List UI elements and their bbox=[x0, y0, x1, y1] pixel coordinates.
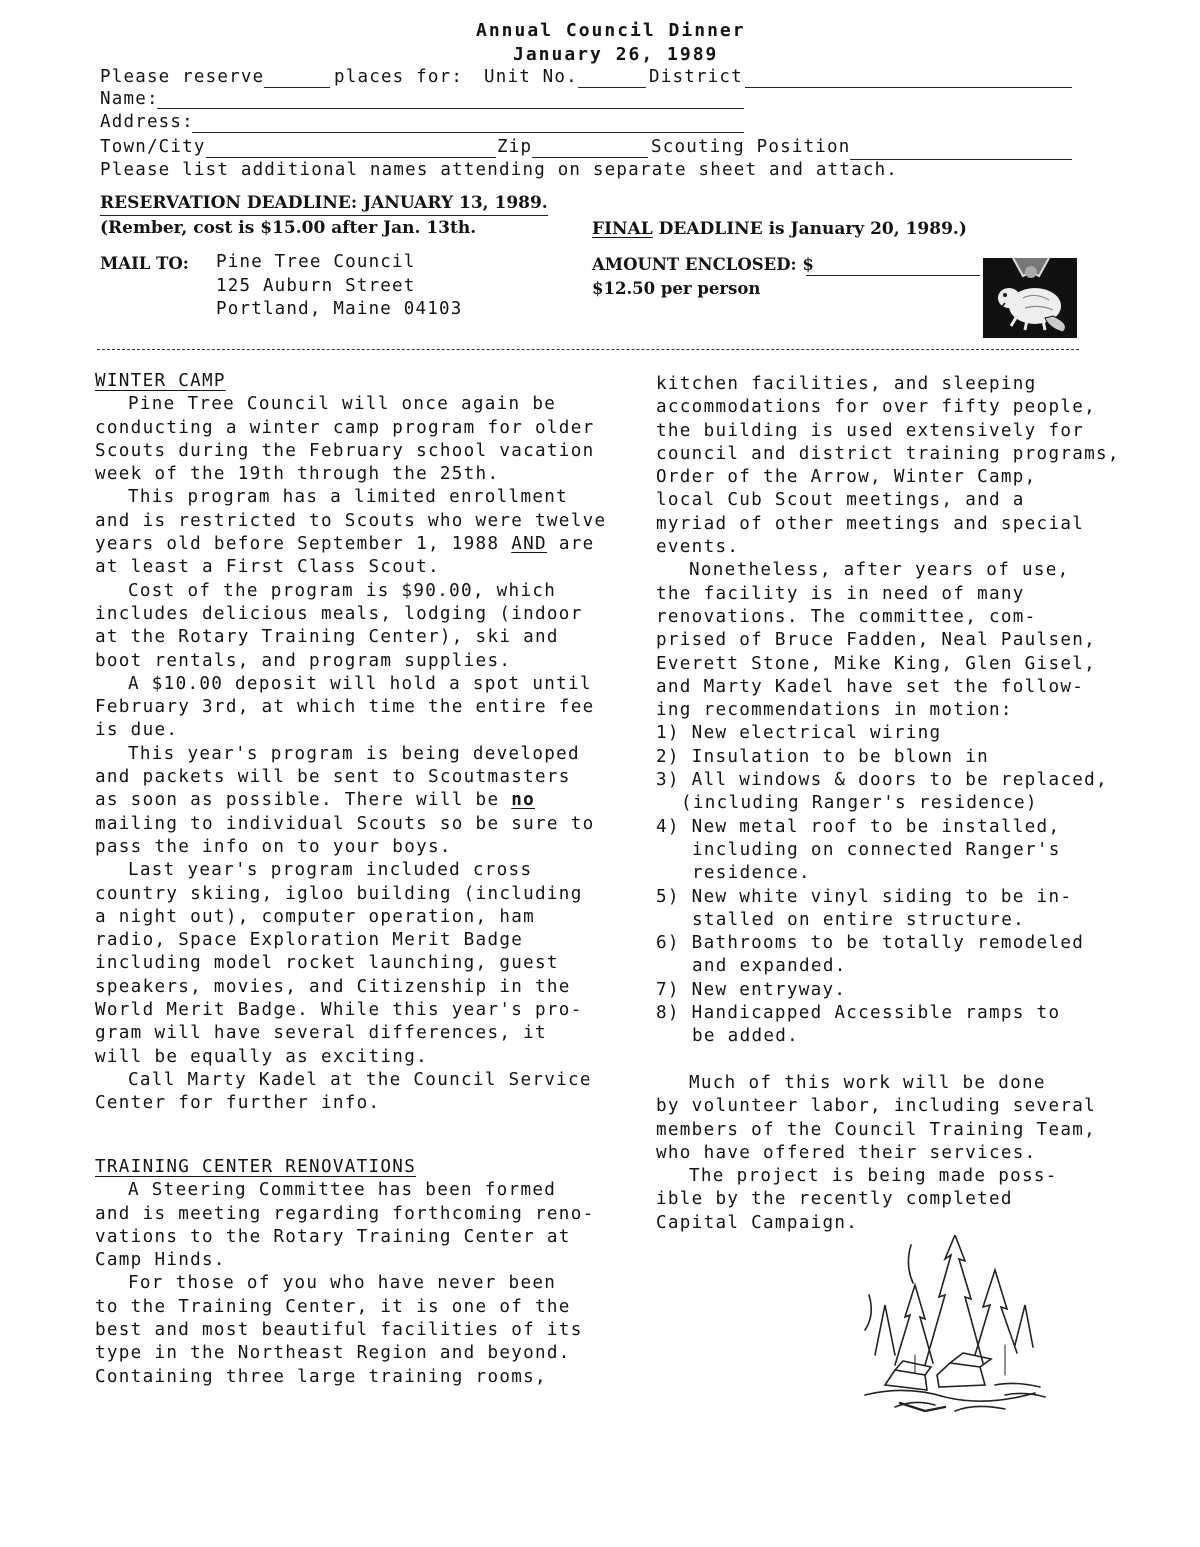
wc-line: a night out), computer operation, ham bbox=[95, 906, 536, 927]
list-item: 8) Handicapped Accessible ramps to bbox=[656, 1003, 1061, 1024]
tc-line: best and most beautiful facilities of its bbox=[95, 1320, 583, 1341]
rc-line: local Cub Scout meetings, and a bbox=[656, 490, 1025, 511]
wc-line: pass the info on to your boys. bbox=[95, 836, 452, 857]
closing-line: members of the Council Training Team, bbox=[656, 1119, 1097, 1140]
cut-line-divider bbox=[97, 349, 1079, 350]
rc-line: renovations. The committee, com- bbox=[656, 606, 1037, 627]
wc-line: boot rentals, and program supplies. bbox=[95, 650, 512, 671]
tc-line: A Steering Committee has been formed bbox=[128, 1180, 557, 1201]
wc-line: week of the 19th through the 25th. bbox=[95, 464, 500, 485]
wc-line: and is restricted to Scouts who were twelve bbox=[95, 510, 607, 531]
wc-line: including model rocket launching, guest bbox=[95, 953, 559, 974]
rc-line: council and district training programs, bbox=[656, 443, 1120, 464]
unit-label: Unit No. bbox=[484, 67, 578, 87]
rc-line: the building is used extensively for bbox=[656, 420, 1085, 441]
name-label: Name: bbox=[100, 89, 159, 109]
rc-line: myriad of other meetings and special bbox=[656, 513, 1085, 534]
rc-line: accommodations for over fifty people, bbox=[656, 397, 1097, 418]
wc-and-emphasis: AND bbox=[511, 534, 547, 555]
wc-line: at least a First Class Scout. bbox=[95, 557, 440, 578]
zip-field[interactable] bbox=[532, 156, 648, 158]
town-field[interactable] bbox=[206, 156, 496, 158]
wc-line: gram will have several differences, it bbox=[95, 1023, 547, 1044]
rc-line: the facility is in need of many bbox=[656, 583, 1025, 604]
places-field[interactable] bbox=[264, 86, 330, 88]
amount-label: AMOUNT ENCLOSED: $ bbox=[592, 255, 814, 274]
mail-line-3: Portland, Maine 04103 bbox=[216, 299, 463, 319]
tc-line: to the Training Center, it is one of the bbox=[95, 1296, 571, 1317]
dinner-date: January 26, 1989 bbox=[513, 44, 719, 65]
wc-line: A $10.00 deposit will hold a spot until bbox=[128, 673, 592, 694]
wc-line: Call Marty Kadel at the Council Service bbox=[128, 1069, 592, 1090]
wc-line: World Merit Badge. While this year's pro- bbox=[95, 1000, 583, 1021]
list-item-cont: including on connected Ranger's bbox=[692, 839, 1061, 860]
address-field[interactable] bbox=[192, 131, 744, 133]
right-column-text bbox=[656, 373, 1120, 1235]
wc-line: and packets will be sent to Scoutmasters bbox=[95, 767, 571, 788]
closing-line: The project is being made poss- bbox=[689, 1166, 1058, 1187]
tc-line: Camp Hinds. bbox=[95, 1250, 226, 1271]
town-label: Town/City bbox=[100, 137, 206, 157]
wc-line: Center for further info. bbox=[95, 1093, 381, 1114]
mail-to-label: MAIL TO: bbox=[100, 254, 189, 273]
wc-line: includes delicious meals, lodging (indoor bbox=[95, 603, 583, 624]
list-item: 7) New entryway. bbox=[656, 979, 847, 1000]
rc-line: events. bbox=[656, 537, 740, 558]
winter-camp-section bbox=[95, 370, 606, 1116]
final-deadline-text: DEADLINE is January 20, 1989.) bbox=[658, 219, 967, 239]
tc-line: Containing three large training rooms, bbox=[95, 1366, 547, 1387]
closing-line: ible by the recently completed bbox=[656, 1189, 1013, 1210]
final-deadline bbox=[592, 219, 967, 239]
winter-camp-heading: WINTER CAMP bbox=[95, 371, 226, 391]
zip-label: Zip bbox=[497, 137, 533, 157]
wc-line: speakers, movies, and Citizenship in the bbox=[95, 976, 571, 997]
per-person-price: $12.50 per person bbox=[592, 279, 761, 298]
list-item: 5) New white vinyl siding to be in- bbox=[656, 886, 1073, 907]
rc-line: prised of Bruce Fadden, Neal Paulsen, bbox=[656, 630, 1097, 651]
name-field[interactable] bbox=[157, 107, 744, 109]
wc-line: will be equally as exciting. bbox=[95, 1046, 428, 1067]
list-item-cont: be added. bbox=[692, 1026, 800, 1047]
wc-line: February 3rd, at which time the entire fee bbox=[95, 697, 595, 718]
district-label: District bbox=[649, 67, 743, 87]
tc-line: vations to the Rotary Training Center at bbox=[95, 1226, 571, 1247]
wc-line bbox=[95, 533, 606, 556]
mail-line-2: 125 Auburn Street bbox=[216, 276, 416, 296]
rc-line: and Marty Kadel have set the follow- bbox=[656, 676, 1085, 697]
wc-line: This year's program is being developed bbox=[128, 743, 580, 764]
list-item-cont: and expanded. bbox=[692, 956, 847, 977]
wc-line: conducting a winter camp program for older bbox=[95, 417, 595, 438]
cost-reminder: (Rember, cost is $15.00 after Jan. 13th. bbox=[100, 218, 477, 238]
tc-line: For those of you who have never been bbox=[128, 1273, 557, 1294]
amount-field[interactable] bbox=[806, 274, 980, 276]
wc-text: years old before September 1, 1988 bbox=[95, 534, 512, 555]
position-label: Scouting Position bbox=[651, 137, 851, 157]
list-item: 6) Bathrooms to be totally remodeled bbox=[656, 933, 1085, 954]
final-word: FINAL bbox=[592, 219, 653, 239]
closing-line: by volunteer labor, including several bbox=[656, 1096, 1097, 1117]
tc-line: type in the Northeast Region and beyond. bbox=[95, 1343, 571, 1364]
beaver-emblem-icon bbox=[983, 258, 1077, 338]
wc-line: country skiing, igloo building (including bbox=[95, 883, 583, 904]
training-center-section bbox=[95, 1156, 594, 1389]
list-item: 3) All windows & doors to be replaced, bbox=[656, 770, 1108, 791]
wc-no-emphasis: no bbox=[511, 790, 536, 811]
wc-line: Scouts during the February school vacation bbox=[95, 440, 595, 461]
rc-line: Nonetheless, after years of use, bbox=[689, 560, 1070, 581]
closing-line: who have offered their services. bbox=[656, 1142, 1037, 1163]
rc-line: Everett Stone, Mike King, Glen Gisel, bbox=[656, 653, 1097, 674]
closing-line: Capital Campaign. bbox=[656, 1212, 859, 1233]
wc-line: Cost of the program is $90.00, which bbox=[128, 580, 557, 601]
list-item: 1) New electrical wiring bbox=[656, 723, 942, 744]
district-field[interactable] bbox=[745, 86, 1072, 88]
wc-line: mailing to individual Scouts so be sure to bbox=[95, 813, 595, 834]
forest-lodge-sketch-icon bbox=[855, 1235, 1055, 1425]
training-center-heading: TRAINING CENTER RENOVATIONS bbox=[95, 1157, 417, 1177]
address-label: Address: bbox=[100, 112, 194, 132]
wc-line: radio, Space Exploration Merit Badge bbox=[95, 930, 524, 951]
reservation-deadline: RESERVATION DEADLINE: JANUARY 13, 1989. bbox=[100, 193, 548, 216]
wc-text: are bbox=[546, 534, 595, 555]
rc-line: ing recommendations in motion: bbox=[656, 700, 1013, 721]
closing-line: Much of this work will be done bbox=[689, 1072, 1046, 1093]
list-item: 4) New metal roof to be installed, bbox=[656, 816, 1061, 837]
wc-line: is due. bbox=[95, 720, 179, 741]
wc-line: at the Rotary Training Center), ski and bbox=[95, 627, 559, 648]
additional-note: Please list additional names attending on separate sheet and attach. bbox=[100, 160, 899, 180]
dinner-title: Annual Council Dinner bbox=[476, 20, 746, 41]
tc-line: and is meeting regarding forthcoming reno- bbox=[95, 1203, 595, 1224]
rc-line: Order of the Arrow, Winter Camp, bbox=[656, 467, 1037, 488]
reserve-label: Please reserve bbox=[100, 67, 265, 87]
unit-field[interactable] bbox=[578, 86, 646, 88]
wc-line bbox=[95, 789, 606, 812]
wc-text: as soon as possible. There will be bbox=[95, 790, 512, 811]
wc-line: Last year's program included cross bbox=[128, 860, 533, 881]
list-item-cont: (including Ranger's residence) bbox=[681, 793, 1038, 814]
wc-line: Pine Tree Council will once again be bbox=[128, 394, 557, 415]
mail-line-1: Pine Tree Council bbox=[216, 252, 416, 272]
wc-line: This program has a limited enrollment bbox=[128, 487, 569, 508]
rc-line: kitchen facilities, and sleeping bbox=[656, 374, 1037, 394]
list-item-cont: stalled on entire structure. bbox=[692, 909, 1025, 930]
list-item: 2) Insulation to be blown in bbox=[656, 746, 989, 767]
places-for-label: places for: bbox=[334, 67, 464, 87]
list-item-cont: residence. bbox=[692, 863, 811, 884]
